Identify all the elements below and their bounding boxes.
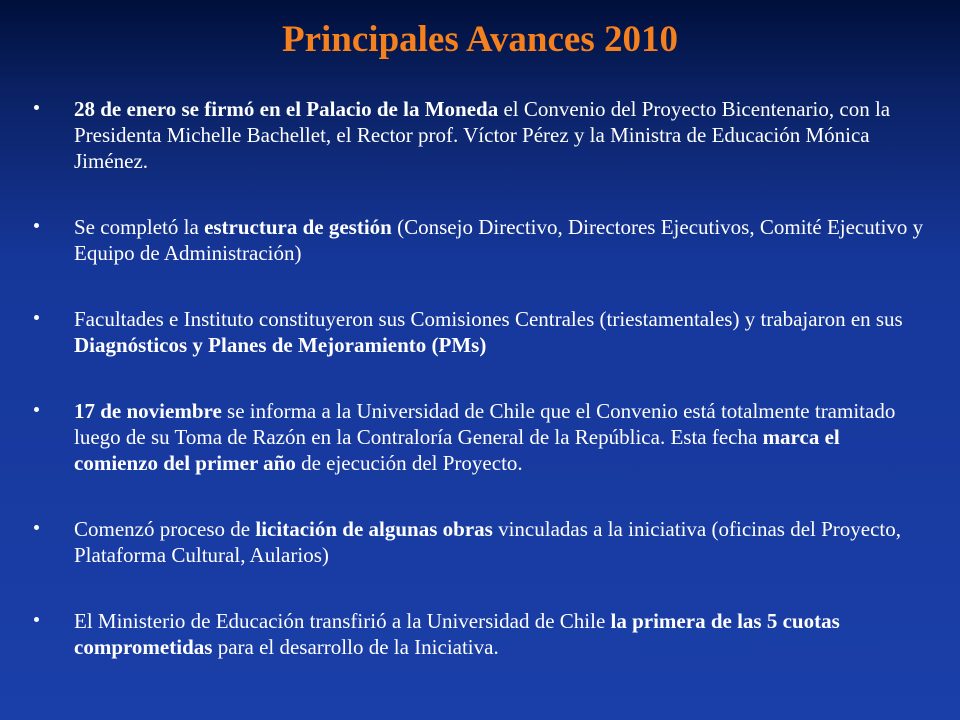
bullet-text: vinculadas a la iniciativa (oficinas del Proyecto, Plataforma Cultural, Aularios) (74, 517, 902, 567)
bullet-item (30, 306, 925, 358)
bullet-text: Facultades e Instituto constituyeron sus Comisiones Centrales (triestamentales) y trabajaron en sus (74, 307, 903, 331)
bullet-text-bold: 17 de noviembre (74, 399, 222, 423)
bullet-item (30, 214, 925, 266)
bullet-text: el Convenio del Proyecto Bicentenario, con la Presidenta Michelle Bachellet, el Rector prof. Víctor Pérez y la Ministra de Educación Mónica Jiménez. (74, 97, 891, 173)
bullet-dot-icon (34, 617, 39, 622)
bullet-text: se informa a la Universidad de Chile que el Convenio está totalmente tramitado luego de su Toma de Razón en la Contraloría General de la República. Esta fecha (74, 399, 896, 449)
bullet-item (30, 516, 925, 568)
bullet-text-bold: estructura de gestión (204, 215, 392, 239)
bullet-text: Comenzó proceso de (74, 517, 256, 541)
bullet-item (30, 608, 925, 660)
bullet-text-bold: Diagnósticos y Planes de Mejoramiento (PMs) (74, 333, 487, 357)
bullet-text: de ejecución del Proyecto. (295, 451, 523, 475)
bullet-text: El Ministerio de Educación transfirió a la Universidad de Chile (74, 609, 611, 633)
bullet-text-bold: la primera de las 5 cuotas comprometidas (74, 609, 840, 659)
bullet-dot-icon (34, 315, 39, 320)
bullet-list (30, 96, 925, 660)
bullet-item (30, 398, 925, 476)
bullet-text-bold: marca el comienzo del primer año (74, 425, 840, 475)
bullet-item (30, 96, 925, 174)
bullet-text: (Consejo Directivo, Directores Ejecutivos, Comité Ejecutivo y Equipo de Administración) (74, 215, 924, 265)
slide-title: Principales Avances 2010 (281, 19, 678, 60)
bullet-text: Se completó la (74, 215, 205, 239)
bullet-dot-icon (34, 105, 39, 110)
bullet-dot-icon (34, 525, 39, 530)
bullet-text: para el desarrollo de la Iniciativa. (212, 635, 499, 659)
bullet-text-bold: 28 de enero se firmó en el Palacio de la Moneda (74, 97, 499, 121)
bullet-text-bold: licitación de algunas obras (255, 517, 493, 541)
bullet-dot-icon (34, 223, 39, 228)
bullet-dot-icon (34, 407, 39, 412)
